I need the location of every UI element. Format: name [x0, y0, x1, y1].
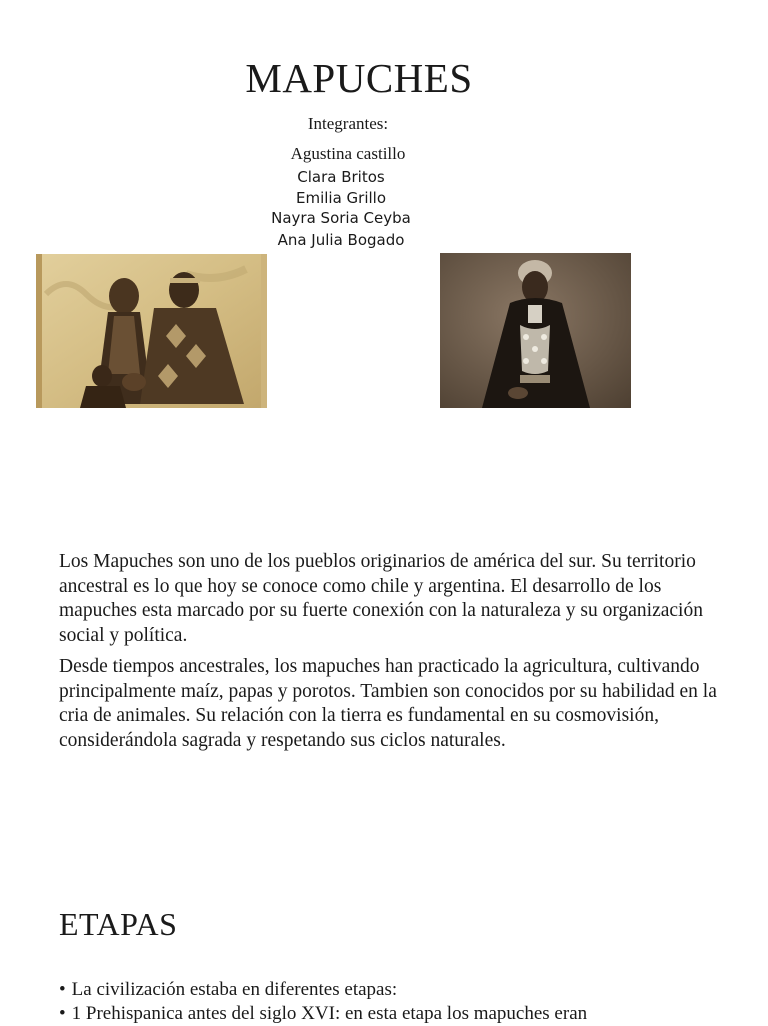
portrait-photo: [440, 253, 631, 408]
paragraph: Los Mapuches son uno de los pueblos originarios de américa del sur. Su territorio ancestral es lo que hoy se conoce como chile y argentina. El desarrollo de los mapuches esta marcado por su fuerte conexión con la naturaleza y su organización social y política.: [59, 551, 703, 646]
group-photo-icon: [36, 254, 267, 408]
group-photo: [36, 254, 267, 408]
list-item: • La civilización estaba en diferentes etapas:: [59, 978, 749, 1002]
member-name: Ana Julia Bogado: [277, 231, 405, 249]
bullet-list: [59, 978, 749, 1026]
members-label: Integrantes:: [307, 114, 389, 133]
section-heading: ETAPAS: [59, 906, 178, 942]
list-item: • 1 Prehispanica antes del siglo XVI: en esta etapa los mapuches eran: [59, 1002, 749, 1026]
member-name: Clara Britos: [297, 168, 385, 186]
paragraph: Desde tiempos ancestrales, los mapuches han practicado la agricultura, cultivando principalmente maíz, papas y porotos. Tambien son conocidos por su habilidad en la cria de animales. Su relación con la tierra es fundamental en su cosmovisión, considerándola sagrada y respetando sus ciclos naturales.: [59, 656, 717, 751]
portrait-photo-icon: [440, 253, 631, 408]
member-name: Emilia Grillo: [295, 189, 387, 207]
member-name: Nayra Soria Ceyba: [271, 209, 411, 227]
page-title: MAPUCHES: [245, 55, 473, 101]
member-name: Agustina castillo: [290, 144, 406, 163]
